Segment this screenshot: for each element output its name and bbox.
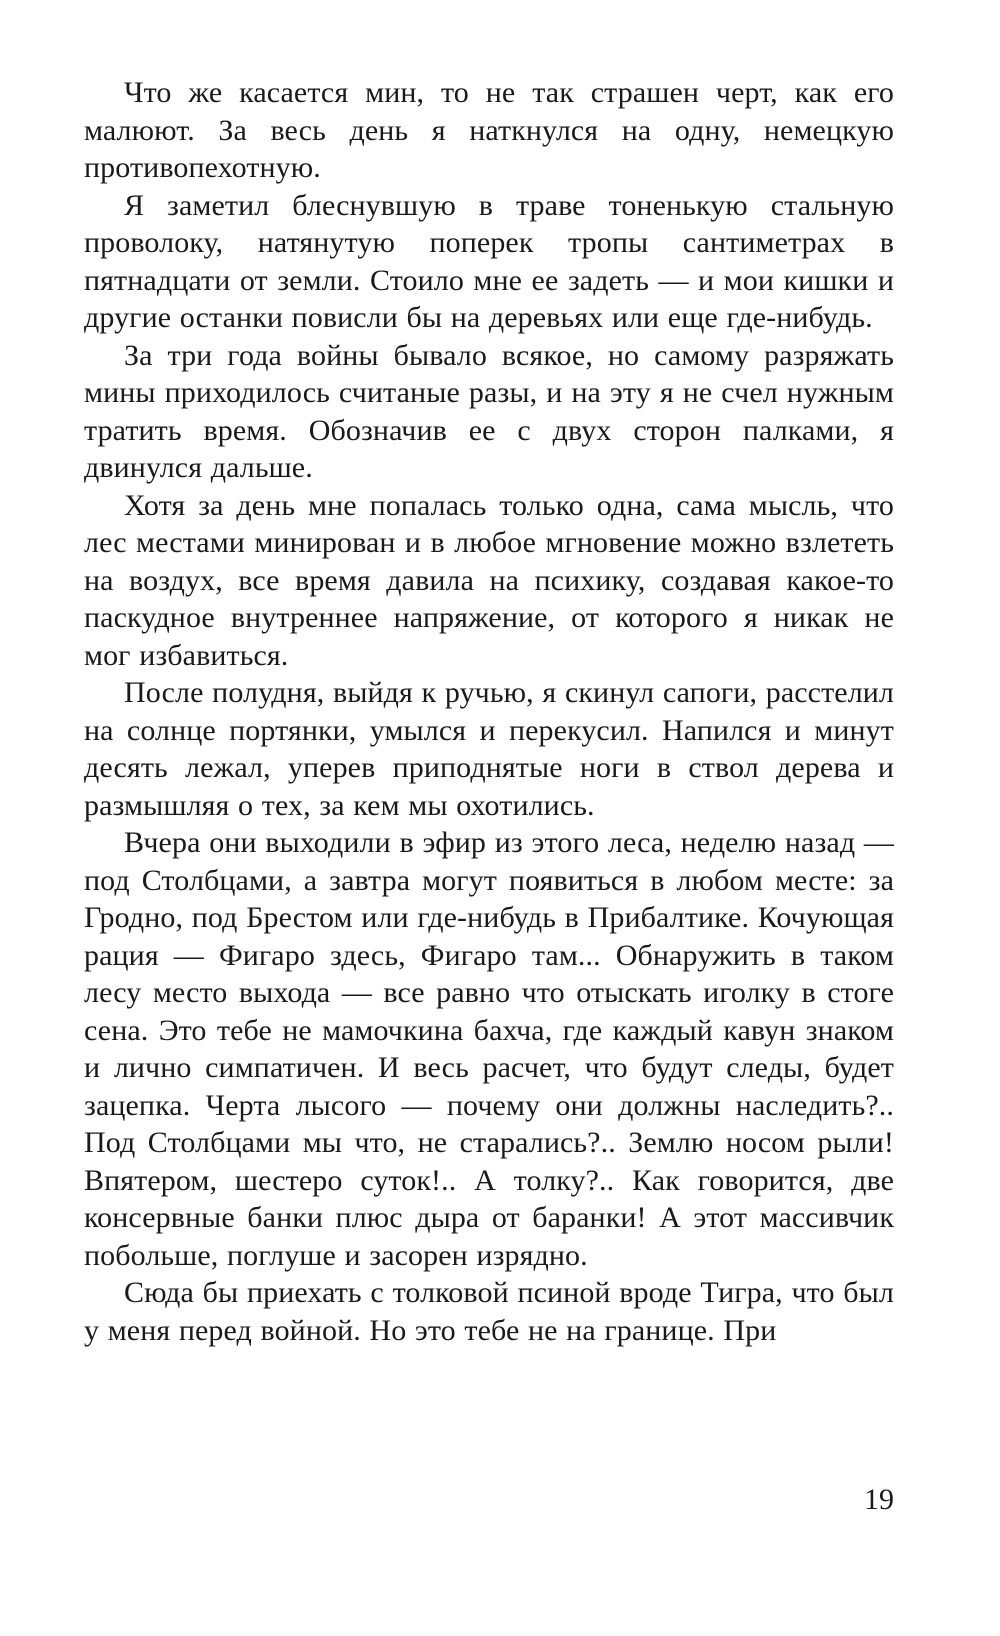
- paragraph: Я заметил блеснувшую в траве тоненькую стальную проволоку, натянутую поперек тропы сантиметрах в пятнадцати от земли. Стоило мне ее задеть — и мои кишки и другие останки повисли бы на деревьях или еще где-нибудь.: [84, 188, 894, 334]
- page-number: 19: [864, 1483, 894, 1516]
- paragraph: За три года войны бывало всякое, но самому разряжать мины приходилось считаные разы, и на эту я не счел нужным тратить время. Обозначив ее с двух сторон палками, я двинулся дальше.: [84, 338, 894, 484]
- paragraph: Что же касается мин, то не так страшен черт, как его малюют. За весь день я наткнулся на одну, немецкую противопехотную.: [84, 76, 894, 184]
- paragraph: Вчера они выходили в эфир из этого леса, неделю назад — под Столбцами, а завтра могут появиться в любом месте: за Гродно, под Брестом или где-нибудь в Прибалтике. Кочующая рация — Фигаро здесь, Фигаро там... Обнаружить в таком лесу место выхода — все равно что отыскать иголку в стоге сена. Это тебе не мамочкина бахча, где каждый кавун знаком и лично симпатичен. И весь расчет, что будут следы, будет зацепка. Черта лысого — почему они должны наследить?.. Под Столбцами мы что, не старались?.. Землю носом рыли! Впятером, шестеро суток!.. А толку?.. Как говорится, две консервные банки плюс дыра от баранки! А этот массивчик побольше, поглуше и засорен изрядно.: [84, 826, 894, 1272]
- paragraph: Хотя за день мне попалась только одна, сама мысль, что лес местами минирован и в любое мгновение можно взлететь на воздух, все время давила на психику, создавая какое-то паскудное внутреннее напряжение, от которого я никак не мог избавиться.: [84, 488, 894, 672]
- body-text: [84, 74, 894, 1349]
- paragraph: После полудня, выйдя к ручью, я скинул сапоги, расстелил на солнце портянки, умылся и перекусил. Напился и минут десять лежал, уперев приподнятые ноги в ствол дерева и размышляя о тех, за кем мы охотились.: [84, 676, 894, 822]
- paragraph: Сюда бы приехать с толковой псиной вроде Тигра, что был у меня перед войной. Но это тебе не на границе. При: [84, 1276, 894, 1347]
